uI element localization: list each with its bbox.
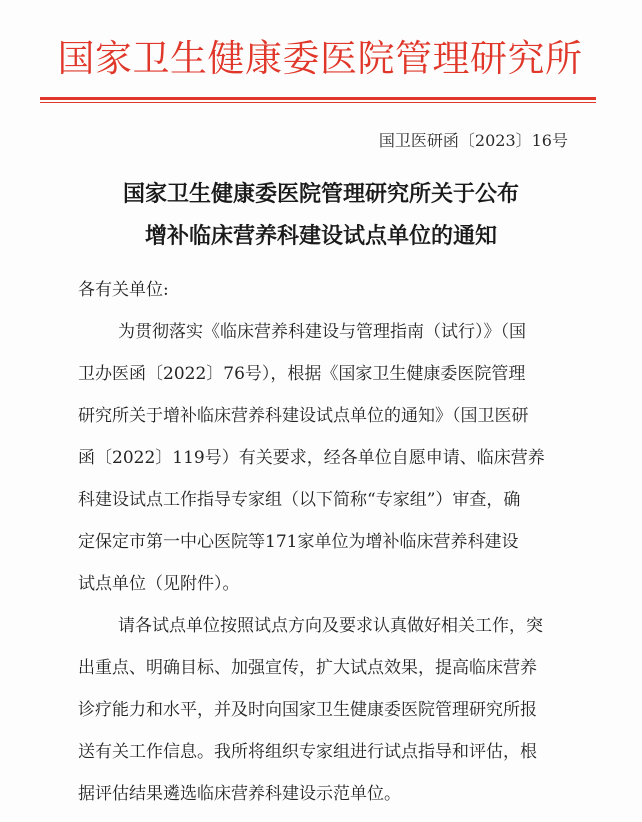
paragraph-1-line: 卫办医函〔2022〕76号），根据《国家卫生健康委医院管理 — [78, 364, 526, 384]
document-number: 国卫医研函〔2023〕16号 — [378, 131, 568, 150]
document-title-line-2: 增补临床营养科建设试点单位的通知 — [144, 224, 497, 249]
paragraph-2-line: 诊疗能力和水平，并及时向国家卫生健康委医院管理研究所报 — [78, 700, 537, 720]
letterhead-rule-thick — [40, 97, 596, 100]
paragraph-1-line: 为贯彻落实《临床营养科建设与管理指南（试行）》（国 — [118, 322, 526, 342]
paragraph-2-line: 出重点、明确目标、加强宣传，扩大试点效果，提高临床营养 — [78, 658, 537, 678]
letterhead-rule-thin — [40, 102, 596, 103]
paragraph-1-line: 试点单位（见附件）。 — [78, 574, 240, 594]
paragraph-2-line: 请各试点单位按照试点方向及要求认真做好相关工作，突 — [118, 616, 543, 636]
document-title-line-1: 国家卫生健康委医院管理研究所关于公布 — [122, 182, 519, 207]
paragraph-1-line: 科建设试点工作指导专家组（以下简称“专家组”）审查，确 — [78, 490, 521, 510]
paragraph-2-line: 据评估结果遴选临床营养科建设示范单位。 — [78, 784, 401, 804]
organization-letterhead: 国家卫生健康委医院管理研究所 — [57, 37, 583, 80]
paragraph-1-line: 函〔2022〕119号）有关要求，经各单位自愿申请、临床营养 — [78, 448, 545, 468]
paragraph-1-line: 研究所关于增补临床营养科建设试点单位的通知》（国卫医研 — [78, 406, 529, 426]
salutation: 各有关单位: — [78, 280, 169, 300]
paragraph-2-line: 送有关工作信息。我所将组织专家组进行试点指导和评估，根 — [78, 742, 537, 762]
paragraph-1-line: 定保定市第一中心医院等171家单位为增补临床营养科建设 — [78, 532, 519, 552]
